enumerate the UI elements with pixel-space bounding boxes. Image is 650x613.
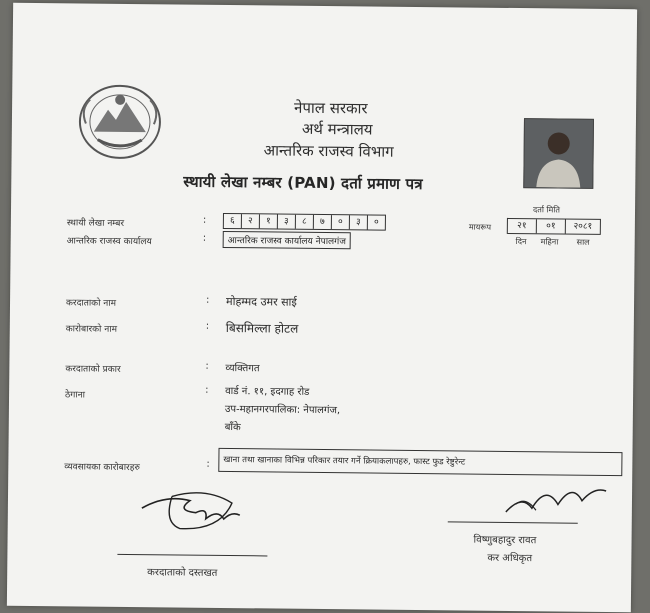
header-department: आन्तरिक राजस्व विभाग — [263, 141, 394, 161]
taxpayer-type-colon: : — [205, 360, 209, 372]
pan-number-boxes — [223, 213, 386, 231]
business-name-colon: : — [205, 320, 210, 332]
officer-signature-line — [448, 521, 578, 523]
date-heading: दर्ता मिति — [532, 205, 561, 215]
taxpayer-type-value: व्यक्तिगत — [225, 362, 260, 375]
header-government: नेपाल सरकार — [293, 98, 368, 118]
date-prefix: मायरूप — [468, 222, 492, 232]
date-month-label: महिना — [540, 237, 559, 247]
pan-digit: ३ — [350, 215, 368, 229]
date-boxes — [507, 218, 601, 235]
taxpayer-signature-label: करदाताको दस्तखत — [147, 567, 218, 579]
officer-title: कर अधिकृत — [487, 552, 533, 565]
date-month: ०१ — [537, 219, 566, 233]
pan-digit: ६ — [224, 214, 242, 228]
taxpayer-name-value: मोहम्मद उमर साई — [225, 294, 297, 309]
business-activities-value: खाना तथा खानाका विभिन्न परिकार तयार गर्ने क्रियाकलापहरु, फास्ट फुड रेष्टुरेन्ट — [218, 448, 622, 476]
pan-digit: ३ — [278, 215, 296, 229]
office-label: आन्तरिक राजस्व कार्यालय — [66, 236, 152, 248]
pan-digit: ० — [373, 217, 379, 228]
address-label: ठेगाना — [65, 390, 86, 401]
header-ministry: अर्थ मन्त्रालय — [301, 119, 373, 139]
pan-label: स्थायी लेखा नम्बर — [66, 218, 125, 229]
address-line3: बाँके — [224, 421, 241, 434]
taxpayer-photo — [523, 118, 594, 189]
pan-digit: ० — [332, 215, 350, 229]
pan-digit: १ — [260, 214, 278, 228]
taxpayer-type-label: करदाताको प्रकार — [65, 364, 121, 375]
office-colon: : — [202, 232, 207, 244]
date-day-label: दिन — [515, 237, 527, 247]
date-year: २०८१ — [573, 221, 593, 232]
pan-digit: ८ — [296, 215, 314, 229]
date-day: २१ — [508, 219, 537, 233]
taxpayer-signature-line — [117, 554, 267, 557]
business-name-label: कारोबारको नाम — [65, 324, 118, 335]
pan-digit: ७ — [314, 215, 332, 229]
officer-name: विष्णुबहादुर रावत — [473, 534, 537, 547]
officer-signature — [502, 474, 612, 521]
pan-certificate — [7, 3, 637, 613]
business-activities-colon: : — [206, 458, 210, 470]
address-colon: : — [205, 384, 209, 396]
nepal-emblem-icon — [73, 79, 166, 164]
address-line2: उप-महानगरपालिका: नेपालगंज, — [224, 403, 341, 417]
office-value: आन्तरिक राजस्व कार्यालय नेपालगंज — [223, 231, 351, 249]
taxpayer-signature — [136, 484, 247, 535]
date-year-label: साल — [576, 237, 590, 247]
pan-colon: : — [202, 214, 207, 226]
taxpayer-name-colon: : — [206, 294, 210, 306]
certificate-title: स्थायी लेखा नम्बर (PAN) दर्ता प्रमाण पत्र — [183, 172, 423, 194]
business-activities-label: व्यवसायका कारोबारहरु — [64, 462, 140, 474]
address-line1: वार्ड नं. ११, इदगाह रोड — [225, 385, 310, 398]
pan-digit: २ — [242, 214, 260, 228]
taxpayer-name-label: करदाताको नाम — [65, 298, 117, 309]
business-name-value: बिसमिल्ला होटल — [225, 320, 299, 336]
